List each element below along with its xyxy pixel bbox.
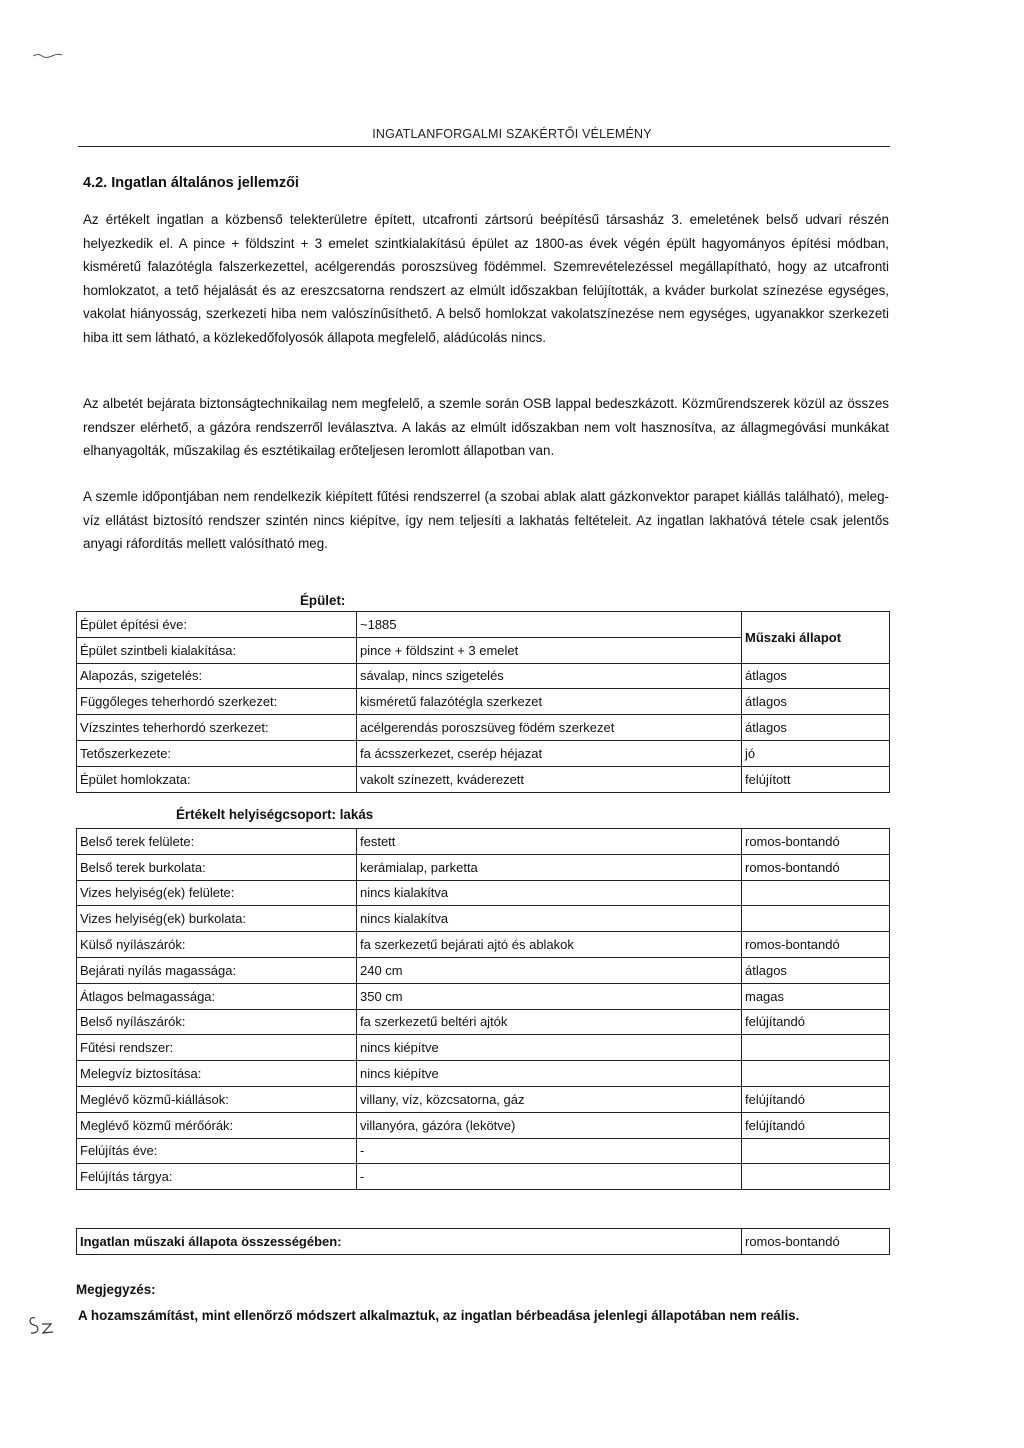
row-label: Vizes helyiség(ek) burkolata: <box>77 906 357 932</box>
row-status: átlagos <box>742 663 890 689</box>
row-label: Bejárati nyílás magassága: <box>77 957 357 983</box>
room-group-label: Értékelt helyiségcsoport: lakás <box>176 807 374 822</box>
row-value: - <box>357 1138 742 1164</box>
row-value: kerámialap, parketta <box>357 854 742 880</box>
row-value: fa szerkezetű beltéri ajtók <box>357 1009 742 1035</box>
row-status: jó <box>742 740 890 766</box>
row-status <box>742 1061 890 1087</box>
row-label: Belső terek burkolata: <box>77 854 357 880</box>
table-row <box>77 1164 890 1190</box>
paragraph-heating: A szemle időpontjában nem rendelkezik kiépített fűtési rendszerrel (a szobai ablak alatt gázkonvektor parapet kiállás található), meleg-víz ellátást biztosító rendszer szintén nincs kiépítve, így nem teljesíti a lakhatás feltételeit. Az ingatlan lakhatóvá tétele csak jelentős anyagi ráfordítás mellett valósítható meg. <box>83 489 889 551</box>
row-value: fa ácsszerkezet, cserép héjazat <box>357 740 742 766</box>
table-row <box>77 880 890 906</box>
row-label: Meglévő közmű-kiállások: <box>77 1086 357 1112</box>
row-value: sávalap, nincs szigetelés <box>357 663 742 689</box>
row-label: Épület szintbeli kialakítása: <box>77 637 357 663</box>
row-status: magas <box>742 983 890 1009</box>
section-heading: 4.2. Ingatlan általános jellemzői <box>83 175 299 191</box>
row-label: Függőleges teherhordó szerkezet: <box>77 689 357 715</box>
row-status: felújítandó <box>742 1009 890 1035</box>
row-value: nincs kialakítva <box>357 906 742 932</box>
row-label: Külső nyílászárók: <box>77 932 357 958</box>
table-row <box>77 1061 890 1087</box>
table-row <box>77 854 890 880</box>
row-status: átlagos <box>742 957 890 983</box>
table-row <box>77 1035 890 1061</box>
row-value: - <box>357 1164 742 1190</box>
row-status <box>742 880 890 906</box>
table-row <box>77 1138 890 1164</box>
signature-initials <box>25 1312 63 1340</box>
summary-label: Ingatlan műszaki állapota összességében: <box>77 1229 742 1255</box>
row-status: felújítandó <box>742 1086 890 1112</box>
row-label: Felújítás éve: <box>77 1138 357 1164</box>
row-status: romos-bontandó <box>742 932 890 958</box>
table-row <box>77 740 890 766</box>
row-value: ~1885 <box>357 612 742 638</box>
row-status: romos-bontandó <box>742 854 890 880</box>
note-label: Megjegyzés: <box>76 1282 156 1297</box>
table-row <box>77 957 890 983</box>
row-value: villany, víz, közcsatorna, gáz <box>357 1086 742 1112</box>
row-status: romos-bontandó <box>742 829 890 855</box>
summary-status: romos-bontandó <box>742 1229 890 1255</box>
document-header-title: INGATLANFORGALMI SZAKÉRTŐI VÉLEMÉNY <box>372 127 652 141</box>
table-row <box>77 1086 890 1112</box>
row-status: felújított <box>742 766 890 792</box>
row-label: Tetőszerkezete: <box>77 740 357 766</box>
row-value: 240 cm <box>357 957 742 983</box>
row-value: 350 cm <box>357 983 742 1009</box>
row-status <box>742 906 890 932</box>
row-value: nincs kiépítve <box>357 1035 742 1061</box>
paragraph-general: Az értékelt ingatlan a közbenső telekterületre épített, utcafronti zártsorú beépítésű társasház 3. emeletének belső udvari részén helyezkedik el. A pince + földszint + 3 emelet szintkialakítású épület az 1800-as évek végén épült hagyományos építési módban, kisméretű falazótégla falszerkezettel, acélgerendás poroszsüveg födémmel. Szemrevételezéssel megállapítható, hogy az utcafronti homlokzatot, a tető héjalását és az ereszcsatorna rendszert az elmúlt időszakban felújították, a kváder burkolat színezése egységes, vakolat hiányosság, szerkezeti hiba nem valószínűsíthető. A belső homlokzat vakolatszínezése nem egységes, ugyanakkor szerkezeti hiba itt sem látható, a közlekedőfolyosók állapota megfelelő, aládúcolás nincs. <box>83 212 889 345</box>
row-label: Átlagos belmagassága: <box>77 983 357 1009</box>
table-row <box>77 612 890 638</box>
row-status: átlagos <box>742 715 890 741</box>
row-value: kisméretű falazótégla szerkezet <box>357 689 742 715</box>
table-row <box>77 932 890 958</box>
row-value: pince + földszint + 3 emelet <box>357 637 742 663</box>
table-row <box>77 829 890 855</box>
row-value: acélgerendás poroszsüveg födém szerkezet <box>357 715 742 741</box>
note-text: A hozamszámítást, mint ellenőrző módszert alkalmaztuk, az ingatlan bérbeadása jelenlegi állapotában nem reális. <box>78 1308 800 1323</box>
row-value: fa szerkezetű bejárati ajtó és ablakok <box>357 932 742 958</box>
row-status: átlagos <box>742 689 890 715</box>
rooms-table <box>76 828 890 1190</box>
row-label: Vízszintes teherhordó szerkezet: <box>77 715 357 741</box>
row-label: Meglévő közmű mérőórák: <box>77 1112 357 1138</box>
row-label: Belső terek felülete: <box>77 829 357 855</box>
row-value: vakolt színezett, kváderezett <box>357 766 742 792</box>
row-status: felújítandó <box>742 1112 890 1138</box>
row-label: Melegvíz biztosítása: <box>77 1061 357 1087</box>
row-label: Vizes helyiség(ek) felülete: <box>77 880 357 906</box>
row-status <box>742 1138 890 1164</box>
row-label: Fűtési rendszer: <box>77 1035 357 1061</box>
header-rule <box>78 146 890 147</box>
table-row <box>77 663 890 689</box>
row-label: Belső nyílászárók: <box>77 1009 357 1035</box>
row-value: nincs kialakítva <box>357 880 742 906</box>
table-row <box>77 766 890 792</box>
row-status <box>742 1035 890 1061</box>
row-value: nincs kiépítve <box>357 1061 742 1087</box>
table-row <box>77 715 890 741</box>
table-row <box>77 1112 890 1138</box>
summary-table <box>76 1228 890 1255</box>
row-label: Alapozás, szigetelés: <box>77 663 357 689</box>
row-label: Felújítás tárgya: <box>77 1164 357 1190</box>
table-row <box>77 906 890 932</box>
scan-mark <box>32 52 64 60</box>
building-table-title: Épület: <box>300 593 346 608</box>
row-value: festett <box>357 829 742 855</box>
table-row <box>77 689 890 715</box>
table-row <box>77 983 890 1009</box>
paragraph-entrance: Az albetét bejárata biztonságtechnikailag nem megfelelő, a szemle során OSB lappal bedeszkázott. Közműrendszerek közül az összes rendszer elérhető, a gázóra rendszerről leválasztva. A lakás az elmúlt időszakban nem volt hasznosítva, az állagmegóvási munkákat elhanyagolták, műszakilag és esztétikailag erőteljesen leromlott állapotban van. <box>83 396 889 458</box>
status-header: Műszaki állapot <box>742 612 890 664</box>
building-table <box>76 611 890 793</box>
row-value: villanyóra, gázóra (lekötve) <box>357 1112 742 1138</box>
row-label: Épület homlokzata: <box>77 766 357 792</box>
table-row <box>77 1229 890 1255</box>
table-row <box>77 1009 890 1035</box>
row-status <box>742 1164 890 1190</box>
row-label: Épület építési éve: <box>77 612 357 638</box>
